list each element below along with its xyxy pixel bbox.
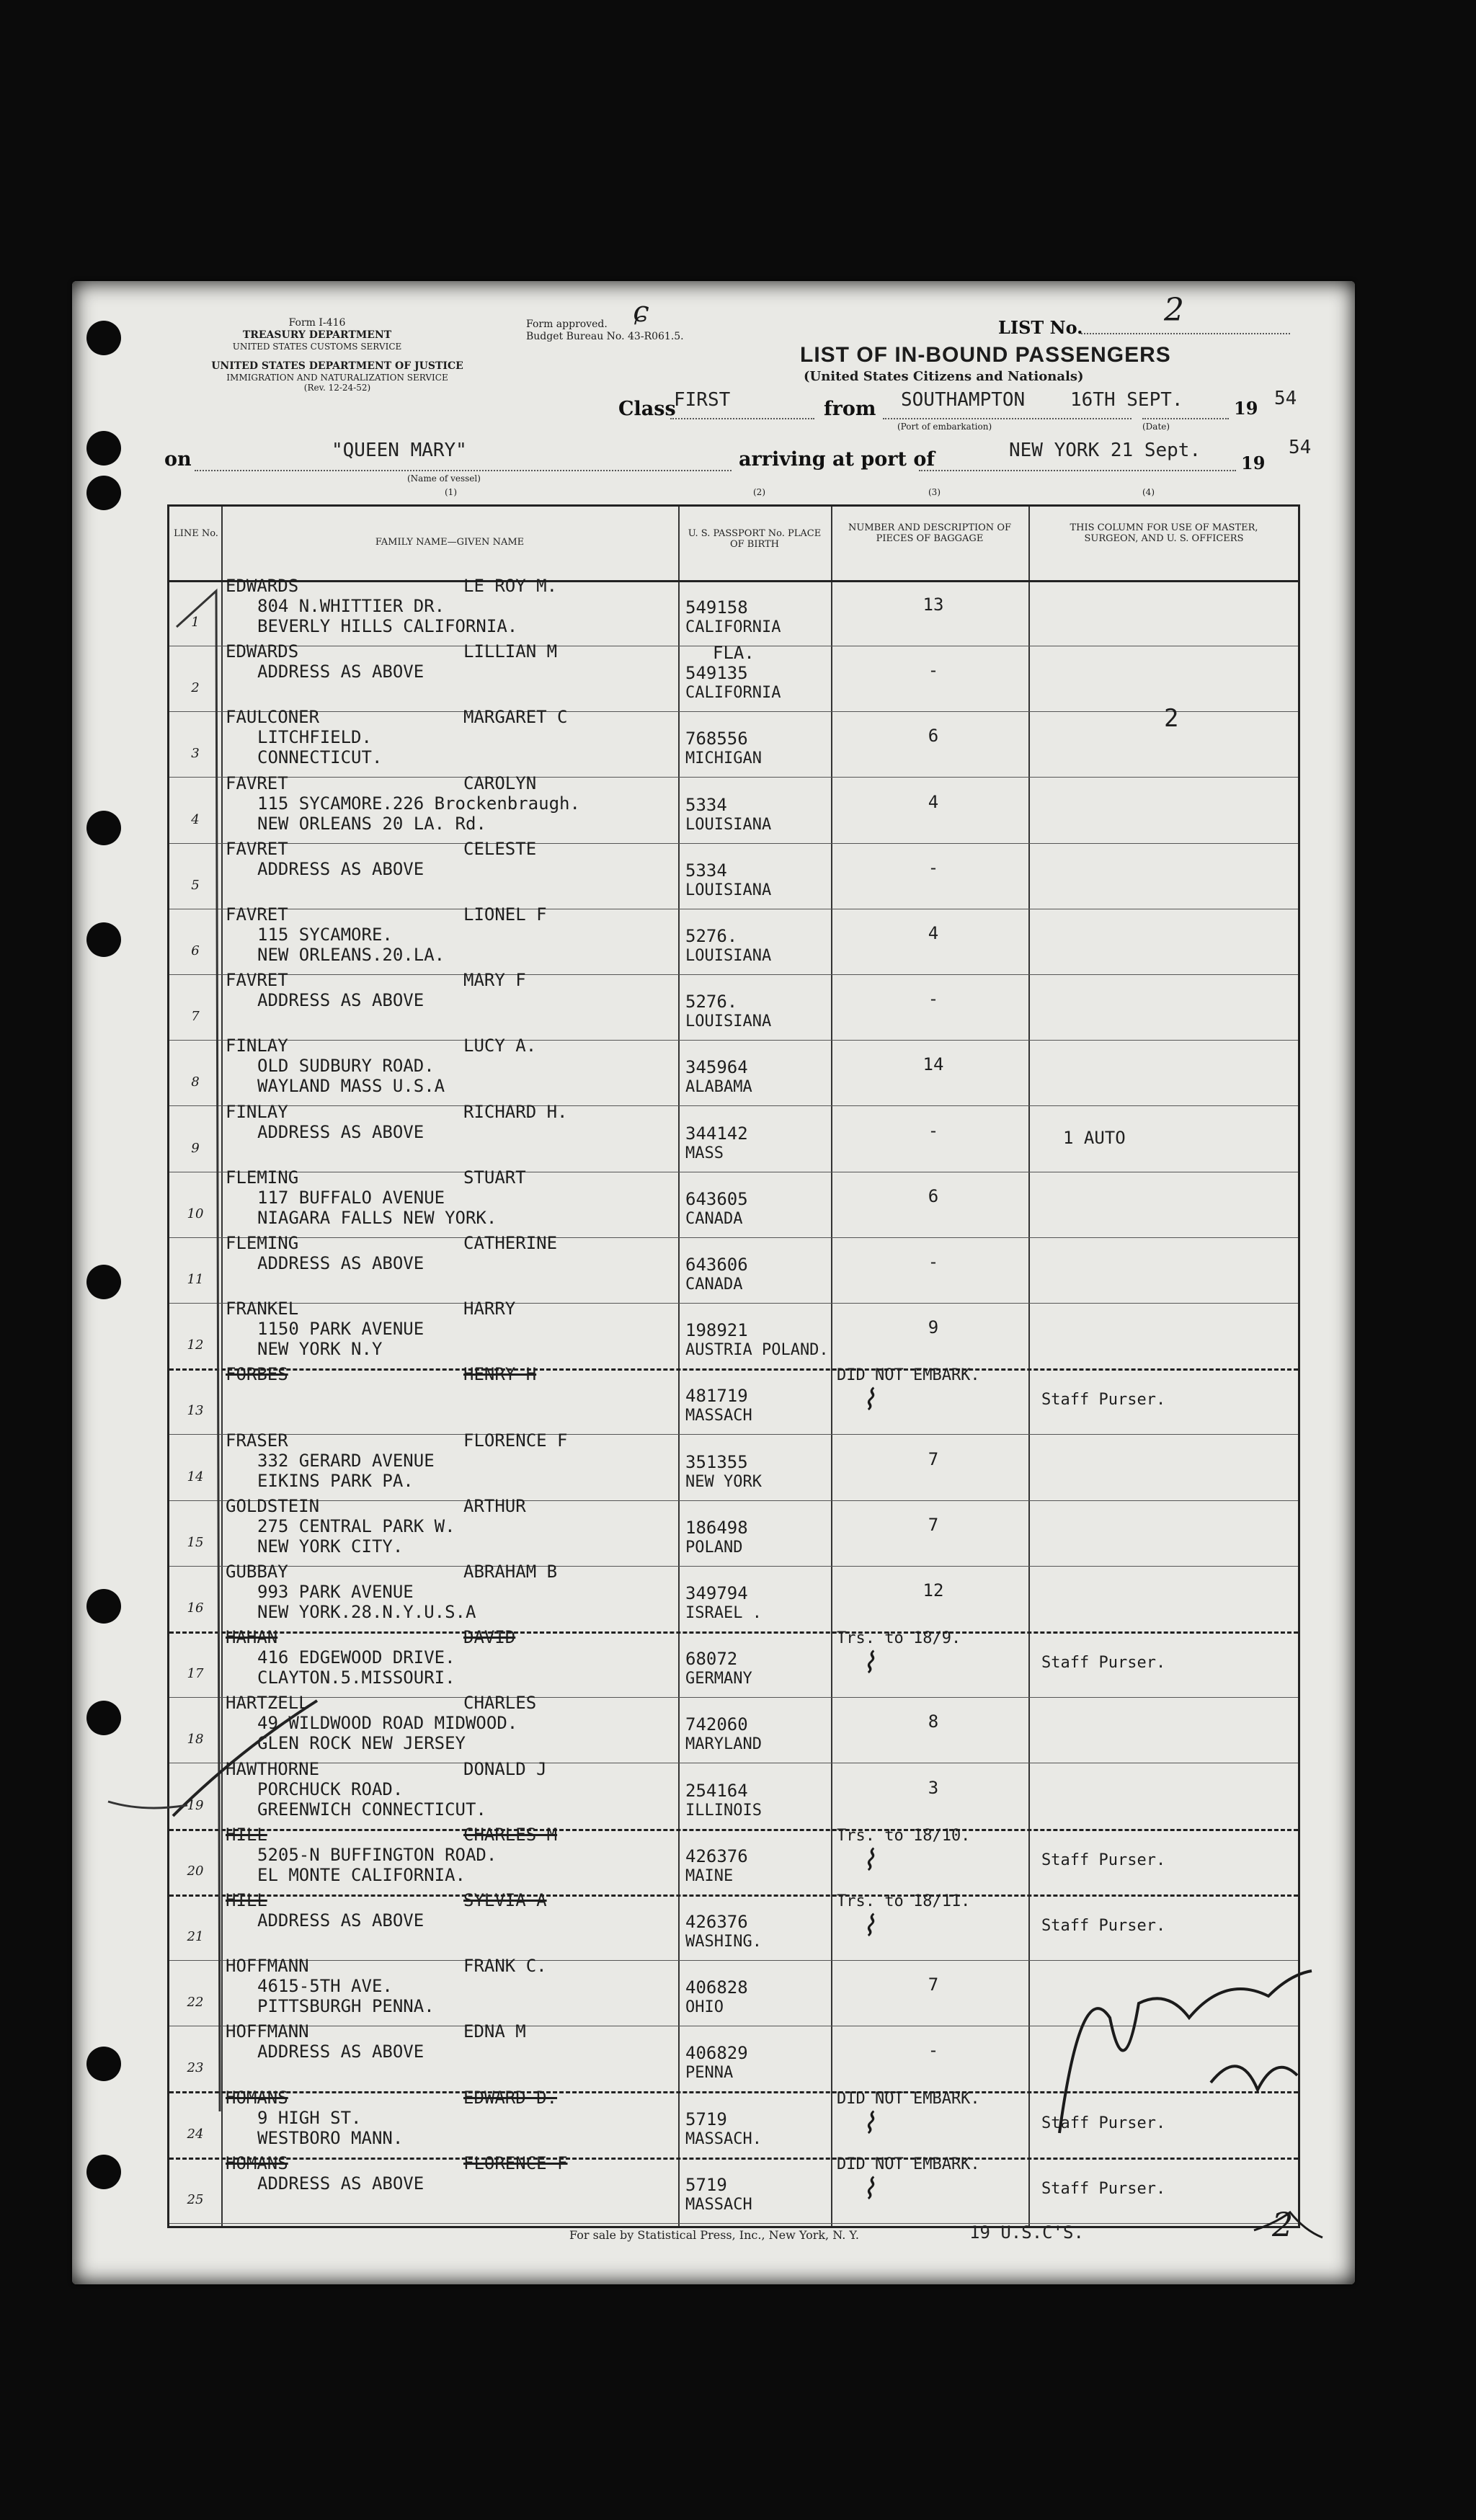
passport-number: 426376 (685, 1912, 748, 1932)
passport-number: 643605 (685, 1188, 748, 1209)
line-number: 4 (191, 811, 200, 827)
line-number: 23 (187, 2060, 204, 2076)
address-line-1: 993 PARK AVENUE (257, 1582, 414, 1602)
place-of-birth: ILLINOIS (685, 1801, 762, 1820)
given-name: FLORENCE F (463, 2152, 568, 2173)
place-of-birth: MASSACH (685, 2195, 752, 2214)
line-number: 25 (187, 2191, 204, 2207)
baggage: 14 (922, 1054, 944, 1075)
address-line-1: 804 N.WHITTIER DR. (257, 596, 445, 616)
given-name: HENRY H (463, 1364, 537, 1385)
year-arrival: 54 (1289, 437, 1312, 458)
place-of-birth: LOUISIANA (685, 1012, 772, 1031)
given-name: FRANK C. (463, 1956, 547, 1977)
col-header-baggage: NUMBER AND DESCRIPTION OF PIECES OF BAGGAGE (848, 522, 1011, 544)
family-name: FLEMING (226, 1167, 299, 1188)
passport-number: 643606 (685, 1255, 748, 1275)
family-name: HOMANS (226, 2087, 288, 2108)
baggage: 8 (928, 1711, 939, 1732)
baggage: 4 (928, 923, 939, 943)
family-name: GUBBAY (226, 1562, 288, 1582)
customs-service: UNITED STATES CUSTOMS SERVICE (232, 342, 402, 352)
place-of-birth: LOUISIANA (685, 947, 772, 965)
passport-number: 426376 (685, 1846, 748, 1866)
port-caption: (Port of embarkation) (897, 422, 992, 432)
address-line-1: ADDRESS AS ABOVE (257, 1121, 424, 1142)
printer-note: For sale by Statistical Press, Inc., New York, N. Y. (569, 2228, 859, 2242)
address-line-1: 9 HIGH ST. (257, 2107, 362, 2128)
given-name: CHARLES (463, 1693, 537, 1714)
ins-label: IMMIGRATION AND NATURALIZATION SERVICE (226, 373, 448, 383)
family-name: HILL (226, 1890, 267, 1910)
family-name: FAULCONER (226, 707, 320, 728)
given-name: ARTHUR (463, 1495, 526, 1516)
address-line-1: ADDRESS AS ABOVE (257, 1253, 424, 1273)
passport-number: 5719 (685, 2174, 727, 2195)
officer-initials (1211, 2066, 1297, 2090)
officer-note: Staff Purser. (1041, 2114, 1166, 2132)
passport-number: 254164 (685, 1780, 748, 1801)
family-name: EDWARDS (226, 576, 299, 596)
line-number: 9 (191, 1140, 200, 1156)
place-of-birth: MICHIGAN (685, 749, 762, 768)
from-label: from (824, 398, 876, 420)
date-caption: (Date) (1142, 422, 1170, 432)
handwritten-mark: ɕ (633, 295, 649, 329)
baggage: DID NOT EMBARK. (837, 2155, 980, 2173)
purser-signature: ⌇ (861, 1384, 876, 1417)
given-name: DAVID (463, 1627, 516, 1648)
place-of-birth: POLAND (685, 1538, 743, 1557)
place-of-birth: CALIFORNIA (685, 618, 781, 636)
treasury-dept: TREASURY DEPARTMENT (242, 329, 392, 341)
family-name: FAVRET (226, 838, 288, 859)
address-line-1: ADDRESS AS ABOVE (257, 990, 424, 1011)
line-number: 5 (191, 877, 200, 893)
given-name: LE ROY M. (463, 576, 558, 596)
family-name: HARTZELL (226, 1693, 309, 1714)
port-embarkation: SOUTHAMPTON (901, 389, 1026, 411)
form-number: Form I-416 (288, 317, 346, 329)
family-name: GOLDSTEIN (226, 1495, 320, 1516)
place-of-birth: AUSTRIA POLAND. (685, 1341, 829, 1360)
col-header-name: FAMILY NAME—GIVEN NAME (375, 537, 525, 548)
baggage: 7 (928, 1974, 939, 1995)
place-of-birth: LOUISIANA (685, 815, 772, 834)
baggage: DID NOT EMBARK. (837, 2089, 980, 2108)
purser-signature: ⌇ (861, 1843, 876, 1877)
check-mark-line (177, 591, 220, 2111)
family-name: FLEMING (226, 1233, 299, 1253)
passport-number: 351355 (685, 1451, 748, 1472)
given-name: CHARLES M (463, 1824, 558, 1845)
family-name: HILL (226, 1824, 267, 1845)
purser-signature: ⌇ (861, 1910, 876, 1943)
family-name: FRASER (226, 1430, 288, 1451)
given-name: LILLIAN M (463, 641, 558, 662)
given-name: EDWARD D. (463, 2087, 558, 2108)
line-number: 11 (187, 1272, 204, 1287)
address-line-2: WAYLAND MASS U.S.A (257, 1076, 445, 1097)
place-of-birth: WASHING. (685, 1933, 762, 1951)
year-prefix: 19 (1234, 398, 1258, 419)
baggage: Trs. to 18/11. (837, 1892, 971, 1910)
officer-note: Staff Purser. (1041, 1654, 1166, 1673)
baggage: 12 (922, 1580, 944, 1600)
vessel-caption: (Name of vessel) (407, 473, 481, 484)
family-name: FAVRET (226, 970, 288, 991)
passport-number: 481719 (685, 1386, 748, 1407)
officer-note: 1 AUTO (1063, 1127, 1126, 1148)
col-num-1: (1) (445, 487, 457, 497)
baggage: DID NOT EMBARK. (837, 1366, 980, 1385)
officer-note: Staff Purser. (1041, 1917, 1166, 1935)
family-name: HOFFMANN (226, 1956, 309, 1977)
place-of-birth: ISRAEL . (685, 1604, 762, 1622)
family-name: HAHAN (226, 1627, 278, 1648)
address-line-1: PORCHUCK ROAD. (257, 1778, 404, 1799)
passport-number: 345964 (685, 1057, 748, 1078)
col-num-3: (3) (928, 487, 941, 497)
passport-number: 5276. (685, 926, 738, 946)
place-of-birth: CANADA (685, 1275, 743, 1294)
place-of-birth: NEW YORK (685, 1472, 762, 1491)
corner-mark: 2 (1272, 2205, 1294, 2244)
address-line-1: 1150 PARK AVENUE (257, 1319, 424, 1340)
address-line-1: 115 SYCAMORE. (257, 925, 393, 945)
line-number: 17 (187, 1666, 204, 1682)
revision-label: (Rev. 12-24-52) (303, 383, 371, 393)
col-header-line-no: LINE No. (174, 528, 218, 539)
given-name: ABRAHAM B (463, 1562, 558, 1582)
given-name: DONALD J (463, 1758, 547, 1779)
address-line-1: ADDRESS AS ABOVE (257, 2173, 424, 2194)
line-number: 7 (191, 1009, 200, 1025)
line-number: 18 (187, 1732, 204, 1747)
pen-stroke (173, 1701, 320, 1816)
address-line-2: CLAYTON.5.MISSOURI. (257, 1668, 455, 1688)
line-number: 2 (191, 680, 200, 696)
address-line-2: BEVERLY HILLS CALIFORNIA. (257, 616, 518, 636)
given-name: CELESTE (463, 838, 537, 859)
address-line-1: 416 EDGEWOOD DRIVE. (257, 1647, 455, 1668)
purser-signature: ⌇ (861, 2172, 876, 2206)
given-name: CAROLYN (463, 773, 537, 793)
place-of-birth: MASS (685, 1144, 724, 1162)
place-of-birth: MASSACH (685, 1407, 752, 1425)
address-line-2: GREENWICH CONNECTICUT. (257, 1799, 486, 1820)
line-number: 21 (187, 1929, 204, 1944)
baggage: 13 (922, 595, 944, 615)
address-line-2: NEW ORLEANS 20 LA. Rd. (257, 813, 486, 834)
address-line-2: WESTBORO MANN. (257, 2127, 404, 2148)
family-name: HOFFMANN (226, 2021, 309, 2042)
address-line-1: LITCHFIELD. (257, 727, 372, 748)
officer-note: Staff Purser. (1041, 2179, 1166, 2198)
place-of-birth: MAINE (685, 1866, 734, 1885)
passport-number: 5276. (685, 992, 738, 1012)
line-number: 6 (191, 943, 200, 958)
address-line-2: NEW YORK CITY. (257, 1536, 404, 1557)
class-value: FIRST (674, 389, 731, 411)
list-no-label: LIST No. (998, 317, 1083, 338)
address-line-1: 4615-5TH AVE. (257, 1976, 393, 1997)
baggage: Trs. to 18/9. (837, 1629, 961, 1648)
given-name: FLORENCE F (463, 1430, 568, 1451)
baggage: - (928, 1120, 939, 1141)
baggage: 6 (928, 1185, 939, 1206)
line-number: 12 (187, 1337, 204, 1353)
passport-number: 742060 (685, 1714, 748, 1735)
given-name: SYLVIA A (463, 1890, 547, 1910)
line-number: 24 (187, 2126, 204, 2142)
place-of-birth: OHIO (685, 1998, 724, 2017)
pen-stroke (108, 1802, 187, 1808)
col-header-passport: U. S. PASSPORT No. PLACE OF BIRTH (688, 528, 822, 550)
passport-number: 68072 (685, 1649, 738, 1670)
family-name: HOMANS (226, 2152, 288, 2173)
arrival-port-date: NEW YORK 21 Sept. (1009, 440, 1201, 461)
address-line-1: 117 BUFFALO AVENUE (257, 1187, 445, 1208)
address-line-1: ADDRESS AS ABOVE (257, 2042, 424, 2062)
line-number: 15 (187, 1534, 204, 1550)
place-of-birth: PENNA (685, 2064, 734, 2083)
year-embarkation: 54 (1274, 388, 1297, 409)
address-line-1: ADDRESS AS ABOVE (257, 1910, 424, 1931)
summary-note: 19 U.S.C'S. (969, 2222, 1084, 2243)
line-number: 8 (191, 1074, 200, 1090)
family-name: FINLAY (226, 1036, 288, 1056)
year-prefix-2: 19 (1241, 453, 1266, 473)
passport-number: 406829 (685, 2043, 748, 2064)
passport-number: 186498 (685, 1517, 748, 1538)
given-name: HARRY (463, 1299, 516, 1319)
address-line-2: NEW YORK N.Y (257, 1339, 383, 1360)
officer-note: 2 (1164, 704, 1179, 734)
baggage: 7 (928, 1448, 939, 1469)
line-number: 20 (187, 1863, 204, 1879)
family-name: FAVRET (226, 773, 288, 793)
place-of-birth: GERMANY (685, 1670, 752, 1688)
col-header-officers: THIS COLUMN FOR USE OF MASTER, SURGEON, AND U. S. OFFICERS (1070, 522, 1258, 544)
family-name: FAVRET (226, 904, 288, 925)
document-subtitle: (United States Citizens and Nationals) (804, 369, 1084, 384)
line-number: 13 (187, 1403, 204, 1419)
address-line-1: 332 GERARD AVENUE (257, 1450, 435, 1471)
birth-extra: FLA. (713, 643, 755, 664)
family-name: FORBES (226, 1364, 288, 1385)
baggage: - (928, 989, 939, 1010)
given-name: LUCY A. (463, 1036, 537, 1056)
baggage: - (928, 857, 939, 878)
vessel-name: "QUEEN MARY" (332, 440, 467, 461)
place-of-birth: LOUISIANA (685, 881, 772, 899)
officer-signature (1059, 1971, 1312, 2133)
baggage: - (928, 2040, 939, 2061)
place-of-birth: MARYLAND (685, 1735, 762, 1754)
place-of-birth: ALABAMA (685, 1078, 752, 1097)
given-name: LIONEL F (463, 904, 547, 925)
baggage: 9 (928, 1317, 939, 1338)
address-line-2: GLEN ROCK NEW JERSEY (257, 1733, 466, 1754)
given-name: CATHERINE (463, 1233, 558, 1253)
class-label: Class (618, 398, 676, 420)
address-line-2: EL MONTE CALIFORNIA. (257, 1864, 466, 1885)
given-name: MARGARET C (463, 707, 568, 728)
col-num-2: (2) (753, 487, 765, 497)
passport-number: 5334 (685, 794, 727, 815)
address-line-1: ADDRESS AS ABOVE (257, 858, 424, 879)
family-name: EDWARDS (226, 641, 299, 662)
address-line-2: PITTSBURGH PENNA. (257, 1996, 435, 2017)
baggage: Trs. to 18/10. (837, 1826, 971, 1845)
line-number: 16 (187, 1600, 204, 1616)
address-line-1: 49 WILDWOOD ROAD MIDWOOD. (257, 1713, 518, 1734)
address-line-2: NIAGARA FALLS NEW YORK. (257, 1207, 497, 1228)
passport-number: 406828 (685, 1977, 748, 1998)
address-line-1: ADDRESS AS ABOVE (257, 662, 424, 682)
address-line-2: EIKINS PARK PA. (257, 1470, 414, 1491)
baggage: 4 (928, 791, 939, 812)
list-no-value: 2 (1164, 292, 1184, 329)
given-name: STUART (463, 1167, 526, 1188)
budget-bureau: Budget Bureau No. 43-R061.5. (526, 331, 684, 342)
col-num-4: (4) (1142, 487, 1155, 497)
passport-number: 349794 (685, 1583, 748, 1603)
passport-number: 5719 (685, 2109, 727, 2129)
baggage: 6 (928, 726, 939, 747)
address-line-1: OLD SUDBURY ROAD. (257, 1056, 435, 1077)
on-label: on (164, 448, 192, 471)
given-name: EDNA M (463, 2021, 526, 2042)
place-of-birth: CANADA (685, 1209, 743, 1228)
officer-note: Staff Purser. (1041, 1391, 1166, 1410)
address-line-2: NEW YORK.28.N.Y.U.S.A (257, 1602, 476, 1622)
address-line-2: CONNECTICUT. (257, 747, 383, 768)
baggage: - (928, 660, 939, 681)
place-of-birth: MASSACH. (685, 2129, 762, 2148)
address-line-1: 5205-N BUFFINGTON ROAD. (257, 1844, 497, 1865)
given-name: RICHARD H. (463, 1101, 568, 1122)
purser-signature: ⌇ (861, 1647, 876, 1680)
passport-number: 344142 (685, 1123, 748, 1144)
line-number: 10 (187, 1206, 204, 1221)
line-number: 3 (191, 746, 200, 762)
passport-number: 549135 (685, 663, 748, 684)
passport-number: 5334 (685, 860, 727, 881)
family-name: HAWTHORNE (226, 1758, 320, 1779)
line-number: 19 (187, 1797, 204, 1813)
line-number: 22 (187, 1995, 204, 2011)
justice-dept: UNITED STATES DEPARTMENT OF JUSTICE (211, 360, 463, 372)
family-name: FRANKEL (226, 1299, 299, 1319)
line-number: 14 (187, 1469, 204, 1484)
form-approved: Form approved. (526, 319, 608, 330)
address-line-1: 115 SYCAMORE.226 Brockenbraugh. (257, 793, 580, 814)
arriving-label: arriving at port of (739, 448, 935, 471)
document-title: LIST OF IN-BOUND PASSENGERS (800, 343, 1171, 367)
date-embarkation: 16TH SEPT. (1070, 389, 1183, 411)
officer-note: Staff Purser. (1041, 1851, 1166, 1869)
baggage: 3 (928, 1777, 939, 1798)
baggage: - (928, 1252, 939, 1272)
address-line-2: NEW ORLEANS.20.LA. (257, 945, 445, 965)
address-line-1: 275 CENTRAL PARK W. (257, 1515, 455, 1536)
baggage: 7 (928, 1514, 939, 1535)
place-of-birth: CALIFORNIA (685, 684, 781, 703)
purser-signature: ⌇ (861, 2106, 876, 2140)
passport-number: 198921 (685, 1320, 748, 1341)
passport-number: 768556 (685, 729, 748, 749)
given-name: MARY F (463, 970, 526, 991)
passport-number: 549158 (685, 597, 748, 618)
line-number: 1 (191, 615, 200, 630)
family-name: FINLAY (226, 1101, 288, 1122)
